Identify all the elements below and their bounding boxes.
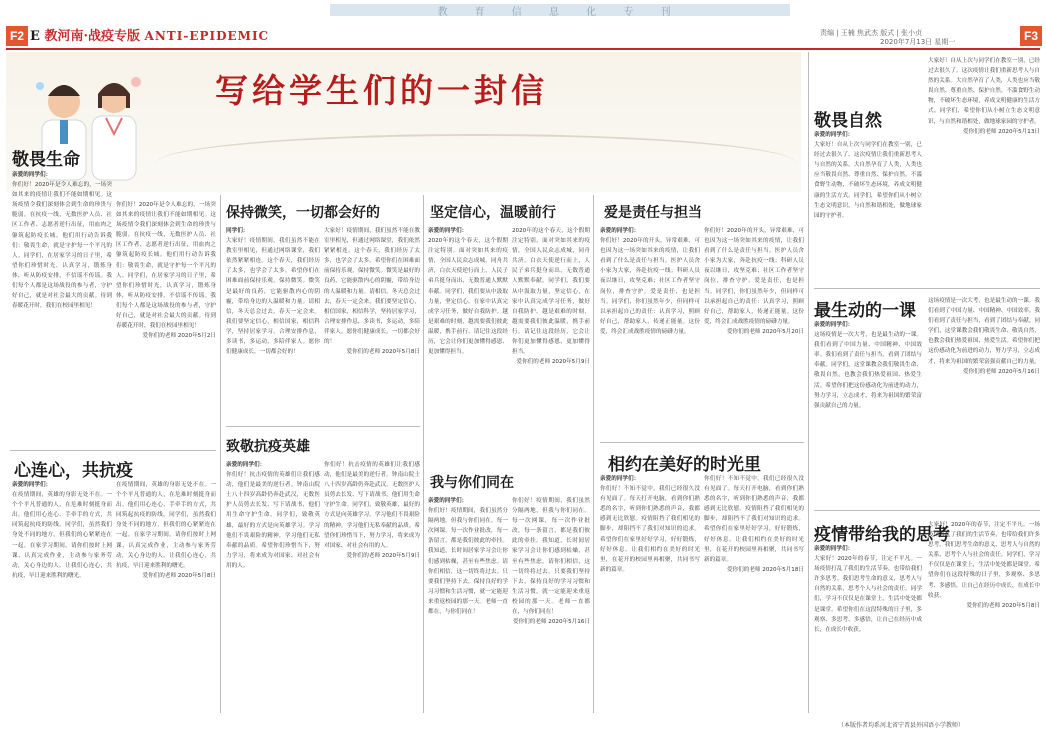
page-number-left: F2 — [6, 26, 28, 46]
article-body-continued — [116, 480, 216, 712]
article-salute: 亲爱的同学们： — [12, 172, 52, 178]
article-salute: 亲爱的同学们： — [814, 132, 854, 138]
article-text: 你们好！2020年的开头，异常艰难，可也因为这一场突如其来的疫情，让我们看到了什么是责任与担当。医护人员舍小家为大家，奔赴抗疫一线；科研人员夜以继日，攻坚克难；社区工作者坚守岗位，排查守护。爱是责任，也是担当。同学们，你们虽然年少，但同样可以承担起自己的责任：认真学习，照顾好自己，帮助家人，传递正能量。这份爱，终会汇成战胜疫情的磅礴力量。 — [600, 238, 700, 335]
header-stripe-text: 教 育 信 息 化 专 刊 — [437, 7, 683, 18]
column-divider — [593, 195, 594, 713]
article-signature: 爱你们的老师 2020年5月8日 — [142, 572, 216, 579]
article-title: 敬畏生命 — [12, 150, 80, 170]
article-title: 我与你们同在 — [430, 475, 514, 491]
article-salute: 亲爱的同学们： — [600, 228, 640, 234]
column-divider — [808, 52, 809, 713]
row-divider — [814, 510, 1040, 511]
article-body-continued — [928, 56, 1040, 284]
article-text: 大家好！疫情期间，我们虽然不能在教室里相见，但通过网络课堂，我们依然紧紧相连。这个春天，我们经历了太多，也学会了太多。希望你们在困难面前保持乐观，保持微笑。微笑是最好的良药，它能驱散内心的阴霾，带给身边的人温暖和力量。请相信，冬天总会过去，春天一定会来。我们要坚定信心，相信国家，相信科学，坚持居家学习，合理安排作息，多读书，多运动，多陪伴家人。愿你们健康成长，一切都会好的！ — [324, 228, 420, 346]
article-text: 大家好！疫情期间，我们虽然不能在教室里相见，但通过网络课堂，我们依然紧紧相连。这个春天，我们经历了太多，也学会了太多。希望你们在困难面前保持乐观，保持微笑。微笑是最好的良药，它能驱散内心的阴霾，带给身边的人温暖和力量。请相信，冬天总会过去，春天一定会来。我们要坚定信心，相信国家，相信科学，坚持居家学习，合理安排作息，多读书，多运动，多陪伴家人。愿你们健康成长，一切都会好的！ — [226, 238, 320, 356]
article-salute: 亲爱的同学们： — [428, 498, 468, 504]
article-text: 你们好！2020年的开头，异常艰难，可也因为这一场突如其来的疫情，让我们看到了什么是责任与担当。医护人员舍小家为大家，奔赴抗疫一线；科研人员夜以继日，攻坚克难；社区工作者坚守岗位，排查守护。爱是责任，也是担当。同学们，你们虽然年少，但同样可以承担起自己的责任：认真学习，照顾好自己，帮助家人，传递正能量。这份爱，终会汇成战胜疫情的磅礴力量。 — [704, 228, 804, 325]
article-title: 心连心，共抗疫 — [14, 461, 133, 481]
article-text: 你们好！不知不觉中，我们已经很久没有见面了。每天打开电脑，看到你们熟悉的名字，听到你们熟悉的声音，我都感到无比欣慰。疫情阻挡了我们相见的脚步，却阻挡不了我们对知识的追求。希望你们在家里好好学习，好好锻炼，好好休息。让我们相约在美好的时光里，在花开的校园里再相聚，共同书写新的篇章。 — [704, 476, 804, 563]
article-title: 敬畏自然 — [814, 111, 882, 131]
article-body-continued — [704, 474, 804, 712]
masthead-e: E — [30, 29, 40, 44]
article-salute: 亲爱的同学们： — [226, 462, 266, 468]
article-salute: 亲爱的同学们： — [428, 228, 468, 234]
article-signature: 爱你们的老师 2020年5月9日 — [346, 552, 420, 559]
article-body — [226, 460, 320, 712]
article-body-continued — [704, 226, 804, 438]
article-text: 你们好！抗击疫情的英雄们让我们感动，他们是最美的逆行者。钟南山院士八十四岁高龄仍奔赴武汉，无数医护人员剪去长发、写下请战书，他们用生命守护生命。同学们，致敬英雄，最好的方式是向英雄学习。学习他们不畏艰险的精神，学习他们无私奉献的品质。希望你们珍惜当下，努力学习，将来成为对国家、对社会有用的人。 — [324, 462, 420, 549]
row-divider — [10, 450, 216, 451]
article-body-continued — [512, 226, 590, 458]
article-body-continued — [928, 296, 1040, 506]
article-text: 你们好！不知不觉中，我们已经很久没有见面了。每天打开电脑，看到你们熟悉的名字，听到你们熟悉的声音，我都感到无比欣慰。疫情阻挡了我们相见的脚步，却阻挡不了我们对知识的追求。希望你们在家里好好学习，好好锻炼，好好休息。让我们相约在美好的时光里，在花开的校园里再相聚，共同书写新的篇章。 — [600, 486, 700, 573]
article-salute: 亲爱的同学们： — [814, 322, 854, 328]
article-body-continued — [116, 200, 216, 445]
hero-wave-decoration — [156, 134, 796, 192]
author-footnote: （本版作者均系河北省宁晋县外国语小学教师） — [838, 722, 965, 729]
article-text: 在疫情期间，英雄的身影无处不在。一个个平凡普通的人，在危难时刻挺身而出。他们用心连心、手牵手的方式，共同筑起抗疫的防线。同学们，虽然我们身处不同的地方，但我们的心紧紧连在一起。在家学习期间，请你们按时上网课，认真完成作业，主动参与家务劳动，关心身边的人。让我们心连心，共抗疫，早日迎来胜利的曙光。 — [12, 492, 112, 579]
article-salute: 亲爱的同学们： — [814, 546, 854, 552]
column-divider — [220, 195, 221, 713]
row-divider — [814, 288, 1040, 289]
article-signature: 爱你们的老师 2020年5月9日 — [516, 359, 590, 366]
masthead-en: ANTI-EPIDEMIC — [144, 29, 270, 43]
article-salute: 亲爱的同学们： — [12, 482, 52, 488]
article-text: 你们好！疫情期间，我们虽然分隔两地，但我与你们同在。每一次网课，每一次作业批改，每一条留言，都是我们彼此的牵挂。我知道，长时间居家学习会让你们感到枯燥，甚至有些焦虑。请你们相信，这一切终将过去。只要我们坚持下去，保持良好的学习习惯和生活习惯，就一定能迎来重返校园的那一天。老师一直都在，与你们同在！ — [428, 508, 508, 616]
article-body — [600, 226, 700, 438]
article-text: 2020年的这个春天，这个假期注定特别。面对突如其来的疫情，全国人民众志成城，同舟共济，白衣天使逆行而上，人民子弟兵挺身而出，无数普通人默默奉献。同学们，我们要从中汲取力量，坚定信心，在家中认真完成学习任务，做好自我防护。越是艰难的时刻，越需要我们彼此温暖，携手前行。请记住这段经历，它会让你们更加懂得感恩、更加懂得担当。 — [512, 228, 590, 356]
masthead — [30, 25, 269, 44]
article-signature: 爱你们的老师 2020年5月8日 — [966, 602, 1040, 609]
article-title: 疫情带给我的思考 — [814, 525, 950, 545]
article-body — [226, 226, 320, 422]
article-text: 在疫情期间，英雄的身影无处不在。一个个平凡普通的人，在危难时刻挺身而出。他们用心连心、手牵手的方式，共同筑起抗疫的防线。同学们，虽然我们身处不同的地方，但我们的心紧紧连在一起。在家学习期间，请你们按时上网课，认真完成作业，主动参与家务劳动，关心身边的人。让我们心连心，共抗疫，早日迎来胜利的曙光。 — [116, 482, 216, 569]
article-body — [12, 170, 112, 445]
article-body-continued — [928, 520, 1040, 716]
article-title: 坚定信心，温暖前行 — [430, 205, 556, 221]
article-text: 大家好！自从上次与同学们在教室一别，已经过去很久了。这次疫情让我们重新思考人与自然的关系。大自然孕育了人类，人类也应当敬畏自然、尊重自然、保护自然。不滥食野生动物，不破坏生态环境，养成文明健康的生活方式。同学们，希望你们从小树立生态文明意识，与自然和谐相处，做地球家园的守护者。 — [928, 58, 1040, 125]
article-body — [814, 320, 922, 506]
article-body — [428, 496, 508, 712]
article-body — [814, 130, 922, 284]
article-text: 大家好！2020年的春节，注定不平凡。一场疫情打乱了我们的生活节奏，也带给我们许多思考。我们思考生命的意义，思考人与自然的关系，思考个人与社会的责任。同学们，学习不仅仅是在课堂上，生活中处处都是课堂。希望你们在这段特殊的日子里，多观察、多思考、多感悟，让自己在经历中成长，在成长中收获。 — [928, 522, 1040, 599]
article-text: 你们好！2020年是令人难忘的，一场突如其来的疫情让我们不能如期相见。这场疫情令我们深刻体会到生命的珍贵与脆弱。在抗疫一线，无数医护人员、社区工作者、志愿者逆行出征，用血肉之躯筑起防疫长城。他们用行动告诉我们：敬畏生命，就是守护每一个平凡的人。同学们，在居家学习的日子里，希望你们珍惜时光，认真学习，锻炼身体，听从防疫安排，不信谣不传谣。我们每个人都是这场战役的参与者，守护好自己，就是对社会最大的贡献。待到春暖花开时，我们在校园里相见！ — [12, 182, 112, 310]
article-signature: 爱你们的老师 2020年5月20日 — [726, 328, 804, 335]
article-body-continued — [512, 496, 590, 712]
article-signature: 爱你们的老师 2020年5月13日 — [962, 128, 1040, 135]
main-title: 写给学生们的一封信 — [215, 71, 548, 110]
article-signature: 爱你们的老师 2020年5月16日 — [512, 619, 590, 626]
article-body — [428, 226, 508, 458]
header-rule — [6, 48, 1040, 50]
article-body — [600, 474, 700, 712]
article-signature: 爱你们的老师 2020年5月16日 — [962, 368, 1040, 375]
article-text: 你们好！抗击疫情的英雄们让我们感动，他们是最美的逆行者。钟南山院士八十四岁高龄仍奔赴武汉，无数医护人员剪去长发、写下请战书，他们用生命守护生命。同学们，致敬英雄，最好的方式是向英雄学习。学习他们不畏艰险的精神，学习他们无私奉献的品质。希望你们珍惜当下，努力学习，将来成为对国家、对社会有用的人。 — [226, 472, 320, 569]
article-text: 大家好！自从上次与同学们在教室一别，已经过去很久了。这次疫情让我们重新思考人与自然的关系。大自然孕育了人类，人类也应当敬畏自然、尊重自然、保护自然。不滥食野生动物，不破坏生态环境，养成文明健康的生活方式。同学们，希望你们从小树立生态文明意识，与自然和谐相处，做地球家园的守护者。 — [814, 142, 922, 219]
article-title: 爱是责任与担当 — [604, 205, 702, 221]
article-title: 相约在美好的时光里 — [608, 455, 761, 475]
article-body — [814, 544, 922, 716]
row-divider — [600, 442, 804, 443]
article-salute: 亲爱的同学们： — [600, 476, 640, 482]
article-salute: 同学们： — [226, 228, 249, 234]
article-text: 大家好！2020年的春节，注定不平凡。一场疫情打乱了我们的生活节奏，也带给我们许多思考。我们思考生命的意义，思考人与自然的关系，思考个人与社会的责任。同学们，学习不仅仅是在课堂上，生活中处处都是课堂。希望你们在这段特殊的日子里，多观察、多思考、多感悟，让自己在经历中成长，在成长中收获。 — [814, 556, 922, 633]
article-text: 你们好！2020年是令人难忘的，一场突如其来的疫情让我们不能如期相见。这场疫情令我们深刻体会到生命的珍贵与脆弱。在抗疫一线，无数医护人员、社区工作者、志愿者逆行出征，用血肉之躯筑起防疫长城。他们用行动告诉我们：敬畏生命，就是守护每一个平凡的人。同学们，在居家学习的日子里，希望你们珍惜时光，认真学习，锻炼身体，听从防疫安排，不信谣不传谣。我们每个人都是这场战役的参与者，守护好自己，就是对社会最大的贡献。待到春暖花开时，我们在校园里相见！ — [116, 202, 216, 330]
issue-date: 2020年7月13日 星期一 — [880, 38, 956, 46]
article-title: 致敬抗疫英雄 — [226, 439, 310, 455]
article-signature: 爱你们的老师 2020年5月18日 — [726, 566, 804, 573]
page-number-right: F3 — [1020, 26, 1042, 46]
masthead-cn: 教河南·战疫专版 — [44, 29, 140, 44]
row-divider — [226, 426, 420, 427]
article-text: 这场疫情是一次大考，也是最生动的一课。我们看到了中国力量、中国精神、中国效率。我们看到了责任与担当，看到了团结与奉献。同学们，这堂课教会我们敬畏生命、敬畏自然，也教会我们热爱祖国、热爱生活。希望你们把这份感动化为前进的动力，努力学习，立志成才，将来为祖国的繁荣富强贡献自己的力量。 — [928, 298, 1040, 365]
editors-credit: 责编 | 王楠 焦武杰 版式 | 张小贞 — [820, 29, 923, 37]
article-signature: 爱你们的老师 2020年5月2日 — [142, 333, 216, 340]
article-text: 你们好！疫情期间，我们虽然分隔两地，但我与你们同在。每一次网课，每一次作业批改，每一条留言，都是我们彼此的牵挂。我知道，长时间居家学习会让你们感到枯燥，甚至有些焦虑。请你们相信，这一切终将过去。只要我们坚持下去，保持良好的学习习惯和生活习惯，就一定能迎来重返校园的那一天。老师一直都在，与你们同在！ — [512, 498, 590, 616]
article-title: 保持微笑，一切都会好的 — [226, 205, 380, 221]
article-signature: 爱你们的老师 2020年5月8日 — [346, 349, 420, 356]
article-text: 这场疫情是一次大考，也是最生动的一课。我们看到了中国力量、中国精神、中国效率。我们看到了责任与担当，看到了团结与奉献。同学们，这堂课教会我们敬畏生命、敬畏自然，也教会我们热爱祖国、热爱生活。希望你们把这份感动化为前进的动力，努力学习，立志成才，将来为祖国的繁荣富强贡献自己的力量。 — [814, 332, 922, 409]
article-body-continued — [324, 460, 420, 712]
article-title: 最生动的一课 — [814, 301, 916, 321]
article-body — [12, 480, 112, 712]
article-text: 2020年的这个春天，这个假期注定特别。面对突如其来的疫情，全国人民众志成城，同舟共济，白衣天使逆行而上，人民子弟兵挺身而出，无数普通人默默奉献。同学们，我们要从中汲取力量，坚定信心，在家中认真完成学习任务，做好自我防护。越是艰难的时刻，越需要我们彼此温暖，携手前行。请记住这段经历，它会让你们更加懂得感恩、更加懂得担当。 — [428, 238, 508, 356]
column-divider — [423, 195, 424, 713]
article-body-continued — [324, 226, 420, 422]
